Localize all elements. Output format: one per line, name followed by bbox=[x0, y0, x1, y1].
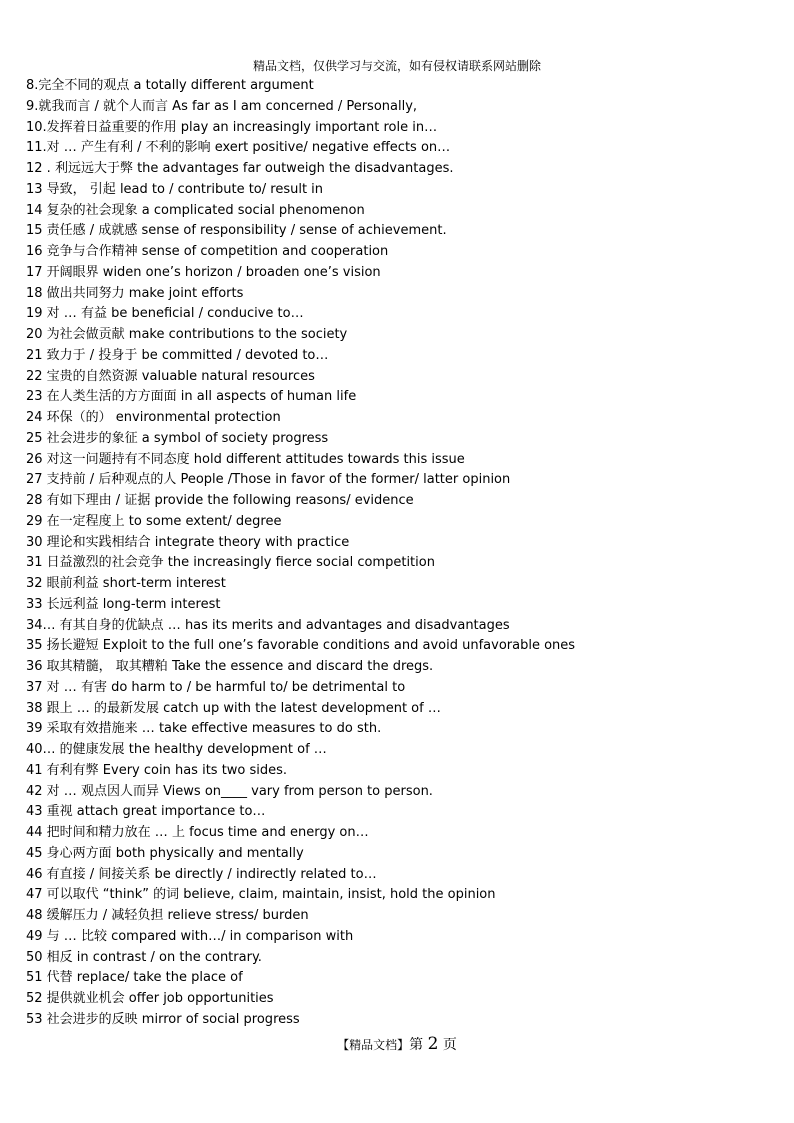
phrase-entry: 46 有直接 / 间接关系 be directly / indirectly related to… bbox=[26, 866, 377, 882]
phrase-entry: 10.发挥着日益重要的作用 play an increasingly important role in… bbox=[26, 119, 438, 135]
list-item bbox=[26, 885, 766, 906]
list-item bbox=[26, 844, 766, 865]
list-item bbox=[26, 740, 766, 761]
phrase-entry: 26 对这一问题持有不同态度 hold different attitudes towards this issue bbox=[26, 451, 465, 467]
list-item bbox=[26, 325, 766, 346]
phrase-entry: 23 在人类生活的方方面面 in all aspects of human life bbox=[26, 389, 357, 405]
list-item bbox=[26, 180, 766, 201]
phrase-entry: 8.完全不同的观点 a totally different argument bbox=[26, 78, 314, 93]
list-item bbox=[26, 450, 766, 471]
page-header bbox=[0, 58, 794, 74]
phrase-entry: 38 跟上 … 的最新发展 catch up with the latest development of … bbox=[26, 700, 441, 716]
list-item bbox=[26, 470, 766, 491]
list-item bbox=[26, 782, 766, 803]
page-prefix: 第 bbox=[409, 1037, 424, 1053]
list-item bbox=[26, 595, 766, 616]
phrase-entry: 36 取其精髓， 取其糟粕 Take the essence and discard the dregs. bbox=[26, 659, 434, 674]
list-item bbox=[26, 242, 766, 263]
list-item bbox=[26, 118, 766, 139]
list-item bbox=[26, 574, 766, 595]
page-number: 2 bbox=[427, 1034, 439, 1054]
phrase-entry: 17 开阔眼界 widen one’s horizon / broaden one’s vision bbox=[26, 264, 381, 280]
phrase-entry: 22 宝贵的自然资源 valuable natural resources bbox=[26, 368, 315, 384]
page-footer bbox=[0, 1034, 794, 1055]
list-item bbox=[26, 1010, 766, 1031]
phrase-entry: 9.就我而言 / 就个人而言 As far as I am concerned / Personally, bbox=[26, 98, 418, 114]
phrase-entry: 44 把时间和精力放在 … 上 focus time and energy on… bbox=[26, 825, 369, 840]
phrase-entry: 47 可以取代 “think” 的词 believe, claim, maintain, insist, hold the opinion bbox=[26, 887, 496, 903]
phrase-entry: 20 为社会做贡献 make contributions to the society bbox=[26, 327, 348, 342]
list-item bbox=[26, 97, 766, 118]
list-item bbox=[26, 906, 766, 927]
footer-tag: 【精品文档】 bbox=[337, 1038, 410, 1052]
phrase-entry: 42 对 … 观点因人而异 Views on____ vary from person to person. bbox=[26, 783, 433, 799]
phrase-entry: 40… 的健康发展 the healthy development of … bbox=[26, 742, 327, 757]
phrase-entry: 19 对 … 有益 be beneficial / conducive to… bbox=[26, 306, 304, 322]
list-item bbox=[26, 865, 766, 886]
list-item bbox=[26, 699, 766, 720]
phrase-entry: 43 重视 attach great importance to… bbox=[26, 804, 266, 820]
list-item bbox=[26, 968, 766, 989]
phrase-entry: 29 在一定程度上 to some extent/ degree bbox=[26, 513, 282, 529]
list-item bbox=[26, 76, 766, 97]
list-item bbox=[26, 429, 766, 450]
phrase-list bbox=[26, 76, 766, 1031]
phrase-entry: 31 日益激烈的社会竞争 the increasingly fierce social competition bbox=[26, 555, 435, 571]
list-item bbox=[26, 346, 766, 367]
list-item bbox=[26, 989, 766, 1010]
page-suffix: 页 bbox=[442, 1037, 457, 1053]
phrase-entry: 33 长远利益 long-term interest bbox=[26, 596, 221, 612]
phrase-entry: 21 致力于 / 投身于 be committed / devoted to… bbox=[26, 347, 329, 363]
phrase-entry: 14 复杂的社会现象 a complicated social phenomenon bbox=[26, 202, 365, 218]
phrase-entry: 45 身心两方面 both physically and mentally bbox=[26, 845, 304, 861]
phrase-entry: 15 责任感 / 成就感 sense of responsibility / sense of achievement. bbox=[26, 223, 447, 239]
list-item bbox=[26, 657, 766, 678]
list-item bbox=[26, 491, 766, 512]
list-item bbox=[26, 284, 766, 305]
phrase-entry: 51 代替 replace/ take the place of bbox=[26, 970, 243, 986]
phrase-entry: 39 采取有效措施来 … take effective measures to do sth. bbox=[26, 721, 382, 737]
list-item bbox=[26, 367, 766, 388]
list-item bbox=[26, 512, 766, 533]
list-item bbox=[26, 616, 766, 637]
phrase-entry: 53 社会进步的反映 mirror of social progress bbox=[26, 1011, 300, 1027]
list-item bbox=[26, 719, 766, 740]
list-item bbox=[26, 948, 766, 969]
phrase-entry: 34… 有其自身的优缺点 … has its merits and advantages and disadvantages bbox=[26, 617, 510, 633]
phrase-entry: 11.对 … 产生有利 / 不利的影响 exert positive/ negative effects on… bbox=[26, 140, 451, 156]
header-notice: 精品文档，仅供学习与交流，如有侵权请联系网站删除 bbox=[252, 59, 541, 73]
phrase-entry: 13 导致， 引起 lead to / contribute to/ result in bbox=[26, 181, 324, 197]
phrase-entry: 28 有如下理由 / 证据 provide the following reasons/ evidence bbox=[26, 493, 414, 508]
phrase-entry: 37 对 … 有害 do harm to / be harmful to/ be detrimental to bbox=[26, 679, 406, 695]
list-item bbox=[26, 823, 766, 844]
list-item bbox=[26, 304, 766, 325]
list-item bbox=[26, 201, 766, 222]
phrase-entry: 25 社会进步的象征 a symbol of society progress bbox=[26, 430, 329, 446]
phrase-entry: 41 有利有弊 Every coin has its two sides. bbox=[26, 762, 288, 778]
phrase-entry: 12 . 利远远大于弊 the advantages far outweigh the disadvantages. bbox=[26, 161, 454, 176]
phrase-entry: 48 缓解压力 / 减轻负担 relieve stress/ burden bbox=[26, 908, 309, 923]
list-item bbox=[26, 263, 766, 284]
phrase-entry: 35 扬长避短 Exploit to the full one’s favorable conditions and avoid unfavorable ones bbox=[26, 638, 576, 654]
phrase-entry: 24 环保（的） environmental protection bbox=[26, 410, 281, 425]
phrase-entry: 27 支持前 / 后种观点的人 People /Those in favor of the former/ latter opinion bbox=[26, 472, 511, 488]
phrase-entry: 32 眼前利益 short-term interest bbox=[26, 576, 226, 591]
list-item bbox=[26, 221, 766, 242]
list-item bbox=[26, 553, 766, 574]
phrase-entry: 49 与 … 比较 compared with…/ in comparison with bbox=[26, 928, 354, 944]
phrase-entry: 18 做出共同努力 make joint efforts bbox=[26, 285, 244, 301]
phrase-entry: 50 相反 in contrast / on the contrary. bbox=[26, 949, 262, 965]
list-item bbox=[26, 533, 766, 554]
list-item bbox=[26, 159, 766, 180]
list-item bbox=[26, 678, 766, 699]
phrase-entry: 52 提供就业机会 offer job opportunities bbox=[26, 991, 274, 1006]
phrase-entry: 30 理论和实践相结合 integrate theory with practice bbox=[26, 534, 350, 550]
list-item bbox=[26, 636, 766, 657]
list-item bbox=[26, 802, 766, 823]
list-item bbox=[26, 761, 766, 782]
list-item bbox=[26, 138, 766, 159]
list-item bbox=[26, 927, 766, 948]
list-item bbox=[26, 408, 766, 429]
phrase-entry: 16 竞争与合作精神 sense of competition and cooperation bbox=[26, 244, 389, 259]
list-item bbox=[26, 387, 766, 408]
